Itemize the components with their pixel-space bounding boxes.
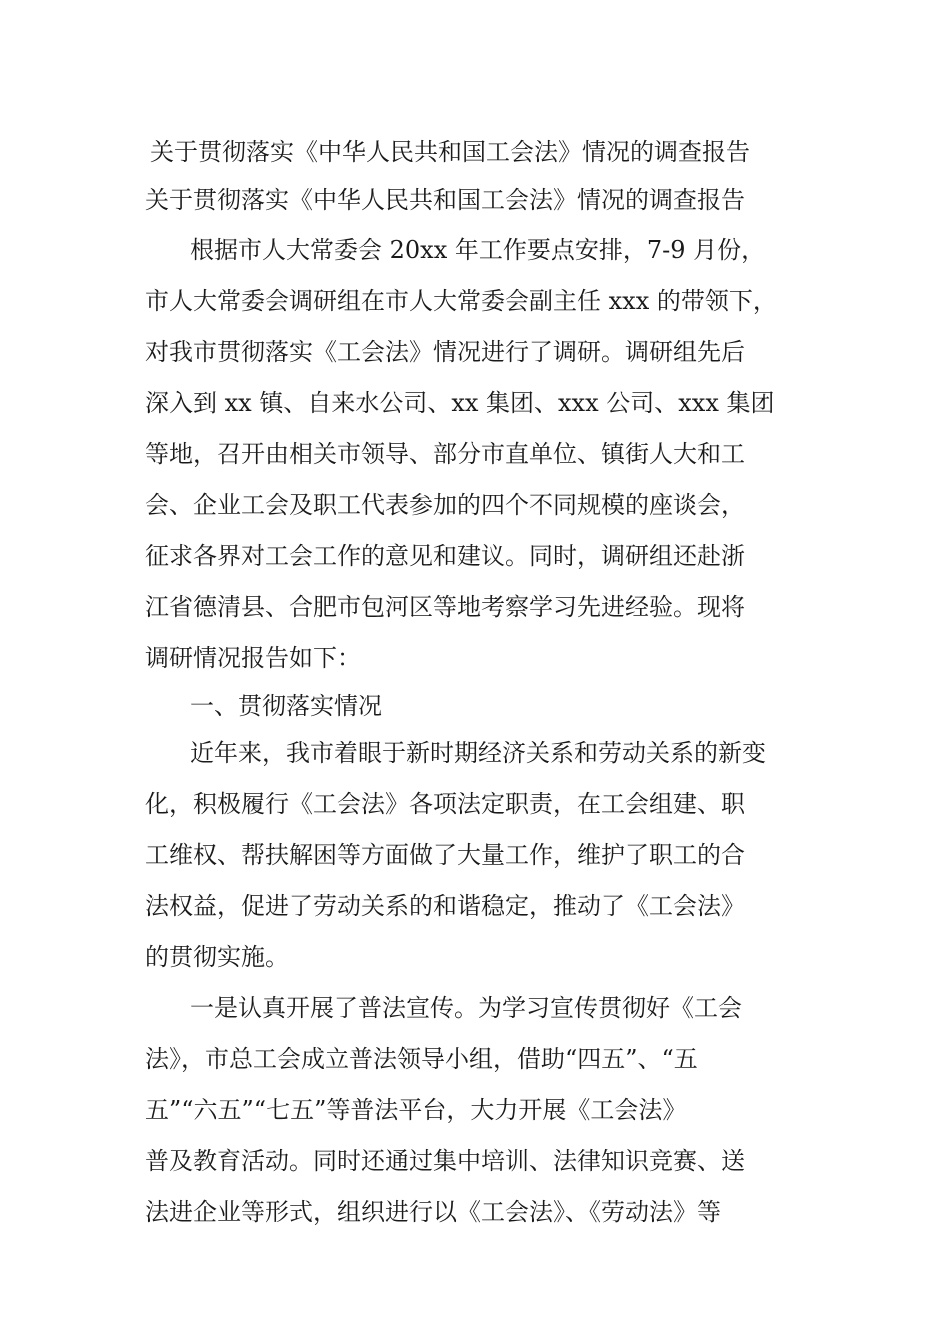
title-line-1: 关于贯彻落实《中华人民共和国工会法》情况的调查报告 bbox=[150, 138, 750, 166]
section-heading: 一、贯彻落实情况 bbox=[190, 692, 382, 720]
paragraph-line: 会、企业工会及职工代表参加的四个不同规模的座谈会， bbox=[145, 491, 745, 519]
paragraph-line: 五”“六五”“七五”等普法平台，大力开展《工会法》 bbox=[145, 1096, 687, 1124]
paragraph-line: 等地，召开由相关市领导、部分市直单位、镇街人大和工 bbox=[145, 440, 745, 468]
paragraph-line: 对我市贯彻落实《工会法》情况进行了调研。调研组先后 bbox=[145, 338, 745, 366]
paragraph-line: 法》，市总工会成立普法领导小组，借助“四五”、“五 bbox=[145, 1045, 698, 1073]
paragraph-line: 根据市人大常委会 20xx 年工作要点安排，7-9 月份， bbox=[190, 236, 766, 264]
paragraph-line: 化，积极履行《工会法》各项法定职责，在工会组建、职 bbox=[145, 790, 745, 818]
paragraph-line: 市人大常委会调研组在市人大常委会副主任 xxx 的带领下， bbox=[145, 287, 777, 315]
paragraph-line: 深入到 xx 镇、自来水公司、xx 集团、xxx 公司、xxx 集团 bbox=[145, 389, 775, 417]
paragraph-line: 工维权、帮扶解困等方面做了大量工作，维护了职工的合 bbox=[145, 841, 745, 869]
paragraph-line: 一是认真开展了普法宣传。为学习宣传贯彻好《工会 bbox=[190, 994, 742, 1022]
paragraph-line: 江省德清县、合肥市包河区等地考察学习先进经验。现将 bbox=[145, 593, 745, 621]
paragraph-line: 普及教育活动。同时还通过集中培训、法律知识竞赛、送 bbox=[145, 1147, 745, 1175]
paragraph-line: 近年来，我市着眼于新时期经济关系和劳动关系的新变 bbox=[190, 739, 766, 767]
paragraph-line: 征求各界对工会工作的意见和建议。同时，调研组还赴浙 bbox=[145, 542, 745, 570]
paragraph-line: 的贯彻实施。 bbox=[145, 943, 289, 971]
title-line-2: 关于贯彻落实《中华人民共和国工会法》情况的调查报告 bbox=[145, 186, 745, 214]
paragraph-line: 法权益，促进了劳动关系的和谐稳定，推动了《工会法》 bbox=[145, 892, 745, 920]
paragraph-line: 法进企业等形式，组织进行以《工会法》、《劳动法》等 bbox=[145, 1198, 721, 1226]
paragraph-line: 调研情况报告如下： bbox=[145, 644, 361, 672]
